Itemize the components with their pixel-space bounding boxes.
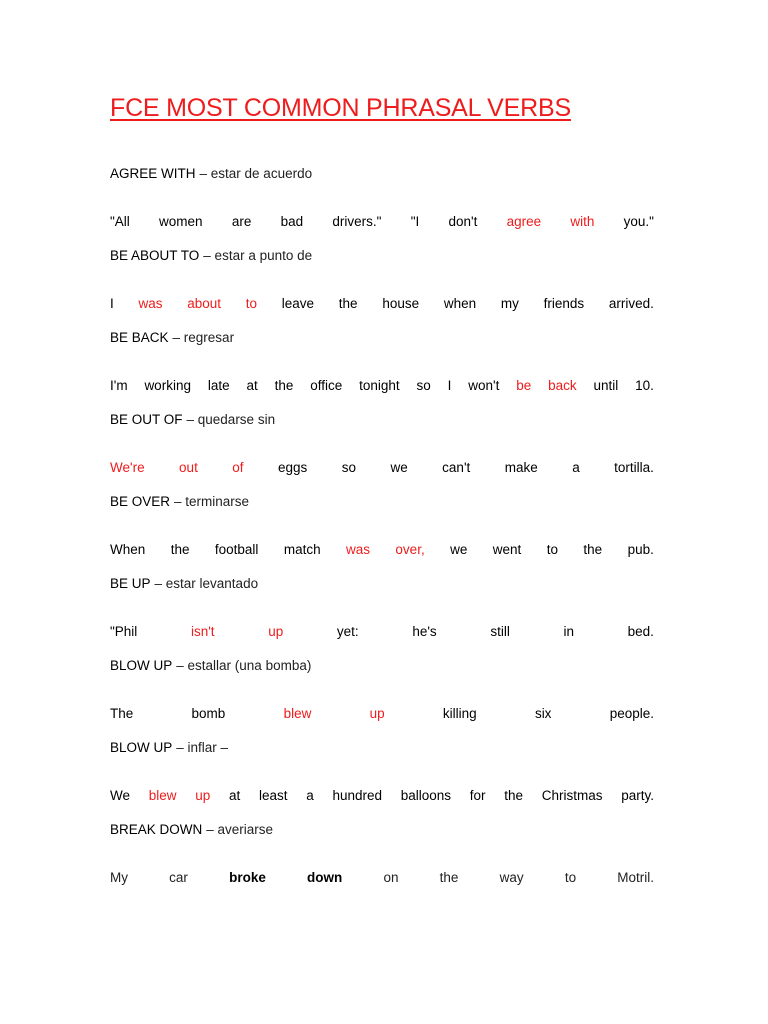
- word: balloons: [400, 788, 451, 803]
- word: match: [283, 542, 321, 557]
- word: to: [564, 870, 577, 885]
- word: to: [546, 542, 558, 557]
- word: make: [504, 460, 538, 475]
- word: office: [310, 378, 343, 393]
- word: "I: [410, 214, 420, 229]
- word: the: [338, 296, 358, 311]
- word: 10.: [635, 378, 654, 393]
- word: "All: [110, 214, 130, 229]
- word: killing: [442, 706, 477, 721]
- word: yet:: [336, 624, 359, 639]
- definition-line: [110, 738, 654, 758]
- highlighted-word: over,: [395, 542, 425, 557]
- highlighted-word: up: [195, 788, 211, 803]
- word: house: [382, 296, 420, 311]
- definition-line: [110, 656, 654, 676]
- word: broke: [229, 870, 266, 885]
- word: can't: [442, 460, 471, 475]
- example-sentence: [110, 622, 654, 642]
- word: the: [274, 378, 294, 393]
- highlighted-word: blew: [148, 788, 177, 803]
- word: you.": [623, 214, 654, 229]
- spanish-meaning: – estar levantado: [154, 576, 259, 591]
- word: drivers.": [332, 214, 382, 229]
- highlighted-word: back: [548, 378, 577, 393]
- word: friends: [543, 296, 585, 311]
- word: working: [144, 378, 191, 393]
- word: until: [593, 378, 619, 393]
- word: the: [583, 542, 603, 557]
- word: Christmas: [541, 788, 603, 803]
- example-sentence: [110, 212, 654, 232]
- word: tonight: [359, 378, 400, 393]
- word: I: [110, 296, 114, 311]
- phrasal-verb-term: AGREE WITH: [110, 166, 196, 181]
- word: least: [258, 788, 288, 803]
- word: eggs: [278, 460, 308, 475]
- word: went: [492, 542, 522, 557]
- word: car: [169, 870, 188, 885]
- word: arrived.: [608, 296, 654, 311]
- highlighted-word: We're: [110, 460, 145, 475]
- word: people.: [609, 706, 654, 721]
- definition-line: [110, 574, 654, 594]
- word: the: [439, 870, 459, 885]
- example-sentence: [110, 458, 654, 478]
- definition-line: [110, 820, 654, 840]
- word: tortilla.: [614, 460, 654, 475]
- example-sentence: [110, 540, 654, 560]
- word: The: [110, 706, 134, 721]
- word: won't: [468, 378, 500, 393]
- word: bomb: [191, 706, 226, 721]
- word: bed.: [627, 624, 654, 639]
- example-sentence: [110, 704, 654, 724]
- spanish-meaning: – quedarse sin: [186, 412, 276, 427]
- highlighted-word: was: [138, 296, 163, 311]
- word: in: [563, 624, 574, 639]
- word: party.: [621, 788, 654, 803]
- page-title: FCE MOST COMMON PHRASAL VERBS: [110, 94, 571, 122]
- word: way: [499, 870, 524, 885]
- spanish-meaning: – estar a punto de: [203, 248, 313, 263]
- word: so: [416, 378, 431, 393]
- word: still: [490, 624, 510, 639]
- highlighted-word: be: [516, 378, 532, 393]
- phrasal-verb-term: BE ABOUT TO: [110, 248, 200, 263]
- spanish-meaning: – estallar (una bomba): [176, 658, 312, 673]
- highlighted-word: about: [187, 296, 222, 311]
- word: a: [306, 788, 314, 803]
- phrasal-verb-term: BE OUT OF: [110, 412, 183, 427]
- word: six: [534, 706, 552, 721]
- word: pub.: [627, 542, 654, 557]
- highlighted-word: agree: [506, 214, 542, 229]
- highlighted-word: with: [570, 214, 595, 229]
- word: my: [500, 296, 519, 311]
- spanish-meaning: – regresar: [172, 330, 235, 345]
- example-sentence: [110, 786, 654, 806]
- word: bad: [280, 214, 304, 229]
- highlighted-word: of: [232, 460, 244, 475]
- word: leave: [281, 296, 315, 311]
- highlighted-word: blew: [283, 706, 312, 721]
- document-page: [110, 0, 654, 1024]
- word: so: [341, 460, 356, 475]
- highlighted-word: out: [179, 460, 198, 475]
- highlighted-word: to: [245, 296, 258, 311]
- phrasal-verb-term: BLOW UP: [110, 740, 173, 755]
- definition-line: [110, 492, 654, 512]
- word: We: [110, 788, 131, 803]
- highlighted-word: up: [369, 706, 385, 721]
- highlighted-word: was: [346, 542, 371, 557]
- word: the: [504, 788, 523, 803]
- word: we: [450, 542, 468, 557]
- word: at: [228, 788, 241, 803]
- word: don't: [448, 214, 478, 229]
- word: when: [443, 296, 477, 311]
- word: My: [110, 870, 128, 885]
- spanish-meaning: – terminarse: [174, 494, 250, 509]
- word: When: [110, 542, 146, 557]
- highlighted-word: up: [268, 624, 284, 639]
- phrasal-verb-term: BE UP: [110, 576, 151, 591]
- word: he's: [412, 624, 437, 639]
- word: hundred: [332, 788, 382, 803]
- word: late: [207, 378, 230, 393]
- word: are: [231, 214, 252, 229]
- highlighted-word: isn't: [190, 624, 215, 639]
- word: football: [214, 542, 259, 557]
- word: I'm: [110, 378, 128, 393]
- definition-line: [110, 164, 654, 184]
- word: at: [246, 378, 258, 393]
- word: Motril.: [617, 870, 654, 885]
- definition-line: [110, 328, 654, 348]
- word: "Phil: [110, 624, 138, 639]
- word: we: [390, 460, 408, 475]
- example-sentence: [110, 294, 654, 314]
- example-sentence: [110, 376, 654, 396]
- phrasal-verb-term: BLOW UP: [110, 658, 173, 673]
- spanish-meaning: – inflar –: [176, 740, 229, 755]
- phrasal-verb-term: BE OVER: [110, 494, 171, 509]
- spanish-meaning: – estar de acuerdo: [199, 166, 313, 181]
- definition-line: [110, 246, 654, 266]
- spanish-meaning: – averiarse: [206, 822, 274, 837]
- word: the: [170, 542, 190, 557]
- word: I: [447, 378, 452, 393]
- phrasal-verb-term: BE BACK: [110, 330, 169, 345]
- word: on: [383, 870, 399, 885]
- definition-line: [110, 410, 654, 430]
- word: down: [307, 870, 343, 885]
- word: for: [469, 788, 486, 803]
- word: women: [159, 214, 203, 229]
- example-sentence: [110, 868, 654, 888]
- phrasal-verb-term: BREAK DOWN: [110, 822, 203, 837]
- word: a: [572, 460, 580, 475]
